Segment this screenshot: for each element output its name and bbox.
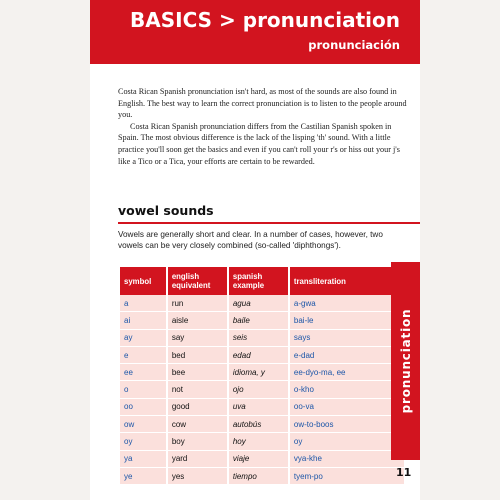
header-band xyxy=(90,0,420,64)
symbol-cell: ee xyxy=(120,364,166,381)
spanish-cell: edad xyxy=(229,347,288,364)
table-row xyxy=(120,399,404,416)
spanish-cell: idioma, y xyxy=(229,364,288,381)
english-cell: boy xyxy=(168,433,227,450)
table-row xyxy=(120,416,404,433)
symbol-cell: e xyxy=(120,347,166,364)
symbol-cell: oo xyxy=(120,399,166,416)
symbol-cell: ow xyxy=(120,416,166,433)
page-number: 11 xyxy=(396,466,412,479)
spanish-cell: hoy xyxy=(229,433,288,450)
book-page xyxy=(90,0,420,500)
english-cell: not xyxy=(168,381,227,398)
english-cell: run xyxy=(168,295,227,312)
table-row xyxy=(120,381,404,398)
transliteration-cell: vya-khe xyxy=(290,451,404,468)
table-header-row xyxy=(120,267,404,295)
transliteration-cell: e-dad xyxy=(290,347,404,364)
transliteration-cell: says xyxy=(290,330,404,347)
transliteration-cell: o-kho xyxy=(290,381,404,398)
table-row xyxy=(120,468,404,485)
page-subtitle: pronunciación xyxy=(308,38,400,52)
english-cell: bee xyxy=(168,364,227,381)
spanish-cell: tiempo xyxy=(229,468,288,485)
symbol-cell: ai xyxy=(120,312,166,329)
section-description: Vowels are generally short and clear. In a number of cases, however, two vowels can be very closely combined (so-called 'diphthongs'). xyxy=(118,230,383,251)
intro-paragraph: Costa Rican Spanish pronunciation isn't hard, as most of the sounds are also found in English. The best way to learn the correct pronunciation is to listen to the people around you. xyxy=(118,87,407,120)
transliteration-cell: oo-va xyxy=(290,399,404,416)
symbol-cell: a xyxy=(120,295,166,312)
transliteration-cell: bai-le xyxy=(290,312,404,329)
intro-text xyxy=(118,86,408,167)
page-title: BASICS > pronunciation xyxy=(130,8,400,32)
table-row xyxy=(120,330,404,347)
table-row xyxy=(120,451,404,468)
english-cell: cow xyxy=(168,416,227,433)
symbol-cell: o xyxy=(120,381,166,398)
english-cell: say xyxy=(168,330,227,347)
symbol-cell: ye xyxy=(120,468,166,485)
column-header: english equivalent xyxy=(168,267,227,295)
spanish-cell: agua xyxy=(229,295,288,312)
symbol-cell: oy xyxy=(120,433,166,450)
english-cell: yes xyxy=(168,468,227,485)
transliteration-cell: oy xyxy=(290,433,404,450)
spanish-cell: uva xyxy=(229,399,288,416)
english-cell: yard xyxy=(168,451,227,468)
column-header: transliteration xyxy=(290,267,404,295)
table-row xyxy=(120,312,404,329)
column-header: symbol xyxy=(120,267,166,295)
column-header: spanish example xyxy=(229,267,288,295)
spanish-cell: viaje xyxy=(229,451,288,468)
vowel-table xyxy=(118,267,406,485)
english-cell: good xyxy=(168,399,227,416)
table-row xyxy=(120,433,404,450)
spanish-cell: ojo xyxy=(229,381,288,398)
transliteration-cell: ee-dyo-ma, ee xyxy=(290,364,404,381)
section-divider xyxy=(118,222,420,224)
side-tab-label: pronunciation xyxy=(398,308,413,414)
table-row xyxy=(120,347,404,364)
spanish-cell: baile xyxy=(229,312,288,329)
spanish-cell: autobús xyxy=(229,416,288,433)
english-cell: bed xyxy=(168,347,227,364)
english-cell: aisle xyxy=(168,312,227,329)
symbol-cell: ya xyxy=(120,451,166,468)
table-row xyxy=(120,364,404,381)
transliteration-cell: a-gwa xyxy=(290,295,404,312)
transliteration-cell: tyem-po xyxy=(290,468,404,485)
table-row xyxy=(120,295,404,312)
section-title: vowel sounds xyxy=(118,203,214,218)
symbol-cell: ay xyxy=(120,330,166,347)
intro-paragraph: Costa Rican Spanish pronunciation differs from the Castilian Spanish spoken in Spain. The most obvious difference is the lack of the lisping 'th' sound. With a little practice you'll soon get the basics and even if you can't roll your r's or hiss out your j's like a Tico or a Tica, your efforts are certain to be rewarded. xyxy=(118,121,400,166)
transliteration-cell: ow-to-boos xyxy=(290,416,404,433)
spanish-cell: seis xyxy=(229,330,288,347)
table-body xyxy=(120,295,404,485)
section-side-tab xyxy=(391,262,420,460)
